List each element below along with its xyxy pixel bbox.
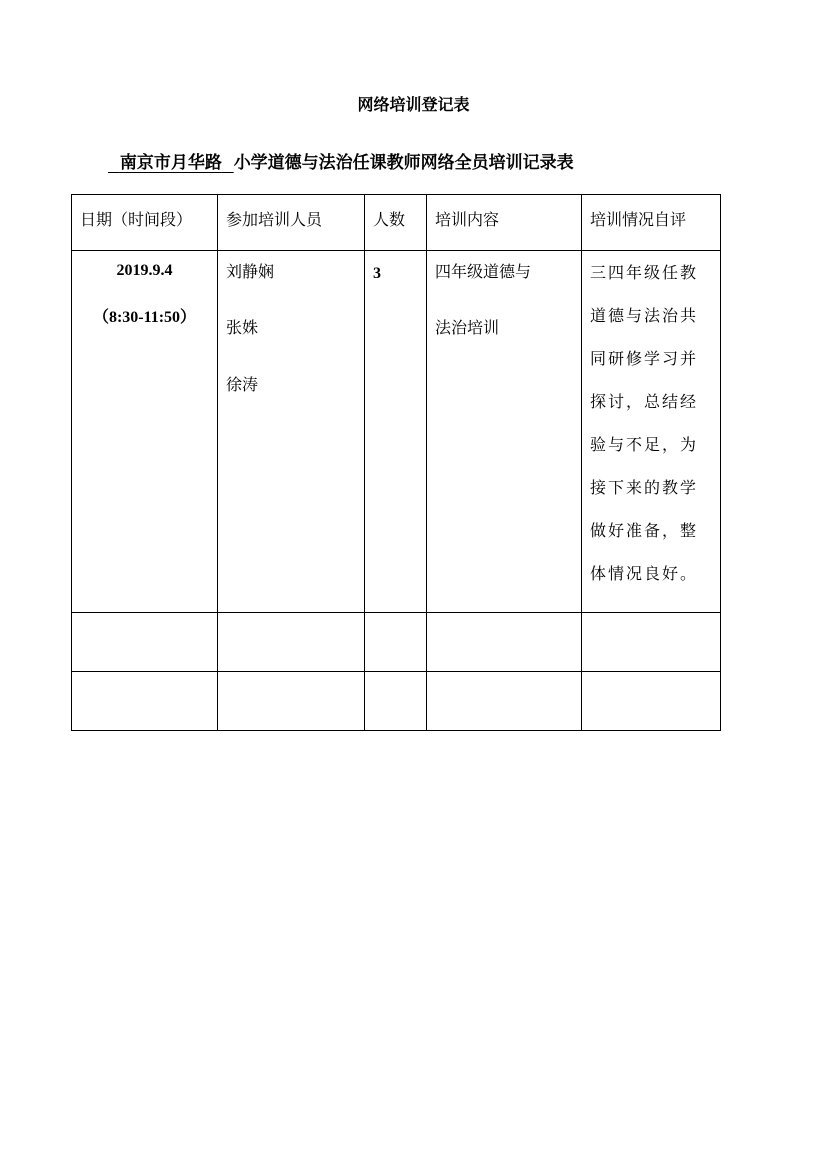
table-subtitle [108, 148, 574, 173]
count-cell: 3 [365, 251, 427, 613]
content-cell [427, 251, 582, 613]
empty-cell [218, 672, 365, 731]
empty-cell [72, 672, 218, 731]
school-name: 南京市月华路 [119, 153, 222, 173]
date-value: 2019.9.4 [116, 262, 173, 279]
page-title: 网络培训登记表 [357, 95, 470, 114]
empty-cell [218, 613, 365, 672]
participant: 徐涛 [226, 375, 259, 394]
empty-cell [72, 613, 218, 672]
table-row-empty [72, 672, 721, 731]
participant: 张姝 [226, 318, 259, 337]
header-evaluation: 培训情况自评 [582, 195, 721, 251]
registration-table [71, 194, 721, 731]
header-row [72, 195, 721, 251]
table-row-empty [72, 613, 721, 672]
header-content: 培训内容 [427, 195, 582, 251]
subtitle-rest: 小学道德与法治任课教师网络全员培训记录表 [233, 153, 574, 173]
header-count: 人数 [365, 195, 427, 251]
empty-cell [582, 613, 721, 672]
empty-cell [582, 672, 721, 731]
date-cell [72, 251, 218, 613]
evaluation-cell [582, 251, 721, 613]
empty-cell [427, 613, 582, 672]
table-row [72, 251, 721, 613]
time-value: （8:30-11:50） [92, 309, 197, 326]
participant: 刘静娴 [226, 262, 275, 281]
empty-cell [365, 613, 427, 672]
participants-cell [218, 251, 365, 613]
evaluation-text: 三四年级任教道德与法治共同研修学习并探讨，总结经验与不足，为接下来的教学做好准备，整体情况良好。 [590, 263, 699, 583]
header-date: 日期（时间段） [72, 195, 218, 251]
empty-cell [427, 672, 582, 731]
content-line: 四年级道德与 [435, 262, 532, 281]
empty-cell [365, 672, 427, 731]
content-line: 法治培训 [435, 318, 500, 337]
header-participants: 参加培训人员 [218, 195, 365, 251]
